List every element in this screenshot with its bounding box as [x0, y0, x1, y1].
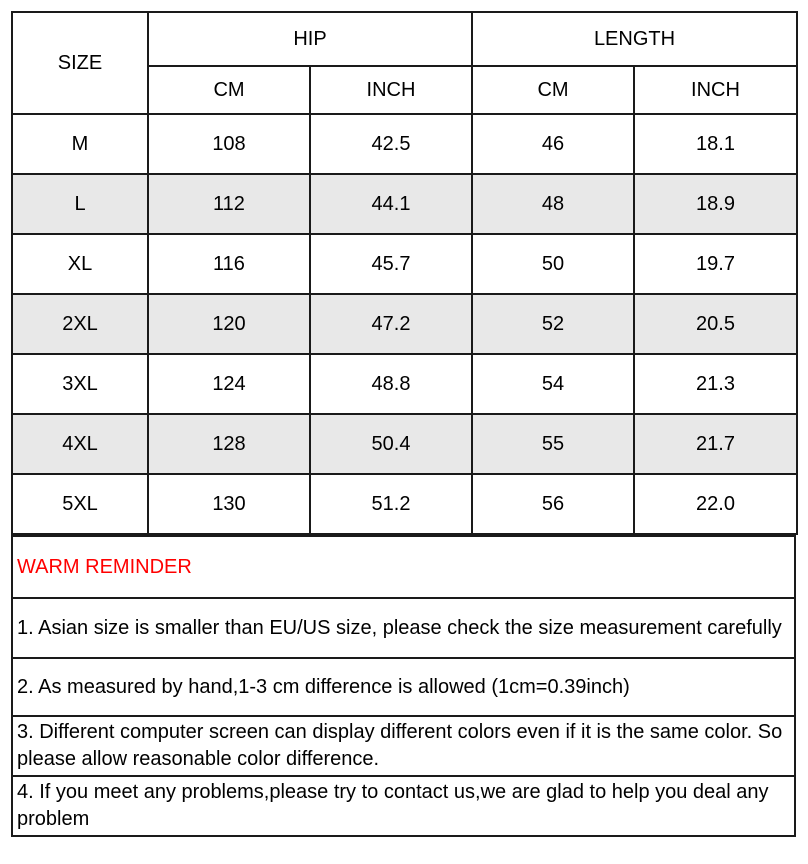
table-row [12, 114, 797, 174]
reminder-note [12, 716, 795, 776]
reminder-title-row [12, 536, 795, 598]
length-header: LENGTH [472, 12, 797, 66]
length-cm-cell: 50 [472, 234, 634, 294]
size-cell: 3XL [12, 354, 148, 414]
length-cm-cell: 48 [472, 174, 634, 234]
header-row-groups [12, 12, 797, 66]
table-row [12, 234, 797, 294]
table-row [12, 474, 797, 534]
hip-header: HIP [148, 12, 472, 66]
reminder-note [12, 658, 795, 716]
length-cm-cell: 52 [472, 294, 634, 354]
size-chart-table [11, 11, 798, 535]
size-cell: 4XL [12, 414, 148, 474]
size-cell: M [12, 114, 148, 174]
reminder-note-text: 3. Different computer screen can display different colors even if it is the same color. So please allow reasonable color difference. [12, 716, 795, 776]
length-cm-cell: 46 [472, 114, 634, 174]
hip-cm-cell: 124 [148, 354, 310, 414]
hip-cm-cell: 120 [148, 294, 310, 354]
length-cm-cell: 56 [472, 474, 634, 534]
length-cm-header: CM [472, 66, 634, 114]
hip-inch-cell: 51.2 [310, 474, 472, 534]
size-header: SIZE [12, 12, 148, 114]
length-inch-cell: 18.1 [634, 114, 797, 174]
length-cm-cell: 55 [472, 414, 634, 474]
table-row [12, 354, 797, 414]
hip-inch-cell: 45.7 [310, 234, 472, 294]
hip-inch-cell: 47.2 [310, 294, 472, 354]
reminder-note-text: 1. Asian size is smaller than EU/US size, please check the size measurement carefully [12, 598, 795, 658]
length-inch-cell: 18.9 [634, 174, 797, 234]
hip-cm-cell: 112 [148, 174, 310, 234]
size-cell: XL [12, 234, 148, 294]
length-inch-cell: 19.7 [634, 234, 797, 294]
reminder-title: WARM REMINDER [12, 536, 795, 598]
hip-cm-cell: 128 [148, 414, 310, 474]
reminder-note-text: 2. As measured by hand,1-3 cm difference is allowed (1cm=0.39inch) [12, 658, 795, 716]
reminder-note [12, 776, 795, 836]
hip-cm-cell: 108 [148, 114, 310, 174]
hip-inch-cell: 44.1 [310, 174, 472, 234]
hip-inch-cell: 42.5 [310, 114, 472, 174]
length-inch-cell: 20.5 [634, 294, 797, 354]
size-cell: 2XL [12, 294, 148, 354]
table-row [12, 294, 797, 354]
hip-cm-cell: 130 [148, 474, 310, 534]
length-cm-cell: 54 [472, 354, 634, 414]
length-inch-cell: 22.0 [634, 474, 797, 534]
hip-inch-cell: 48.8 [310, 354, 472, 414]
length-inch-cell: 21.7 [634, 414, 797, 474]
hip-cm-header: CM [148, 66, 310, 114]
table-row [12, 414, 797, 474]
length-inch-header: INCH [634, 66, 797, 114]
hip-inch-cell: 50.4 [310, 414, 472, 474]
length-inch-cell: 21.3 [634, 354, 797, 414]
reminder-note [12, 598, 795, 658]
table-row [12, 174, 797, 234]
hip-inch-header: INCH [310, 66, 472, 114]
reminder-note-text: 4. If you meet any problems,please try to contact us,we are glad to help you deal any problem [12, 776, 795, 836]
size-cell: L [12, 174, 148, 234]
hip-cm-cell: 116 [148, 234, 310, 294]
warm-reminder-box [11, 535, 796, 837]
size-cell: 5XL [12, 474, 148, 534]
